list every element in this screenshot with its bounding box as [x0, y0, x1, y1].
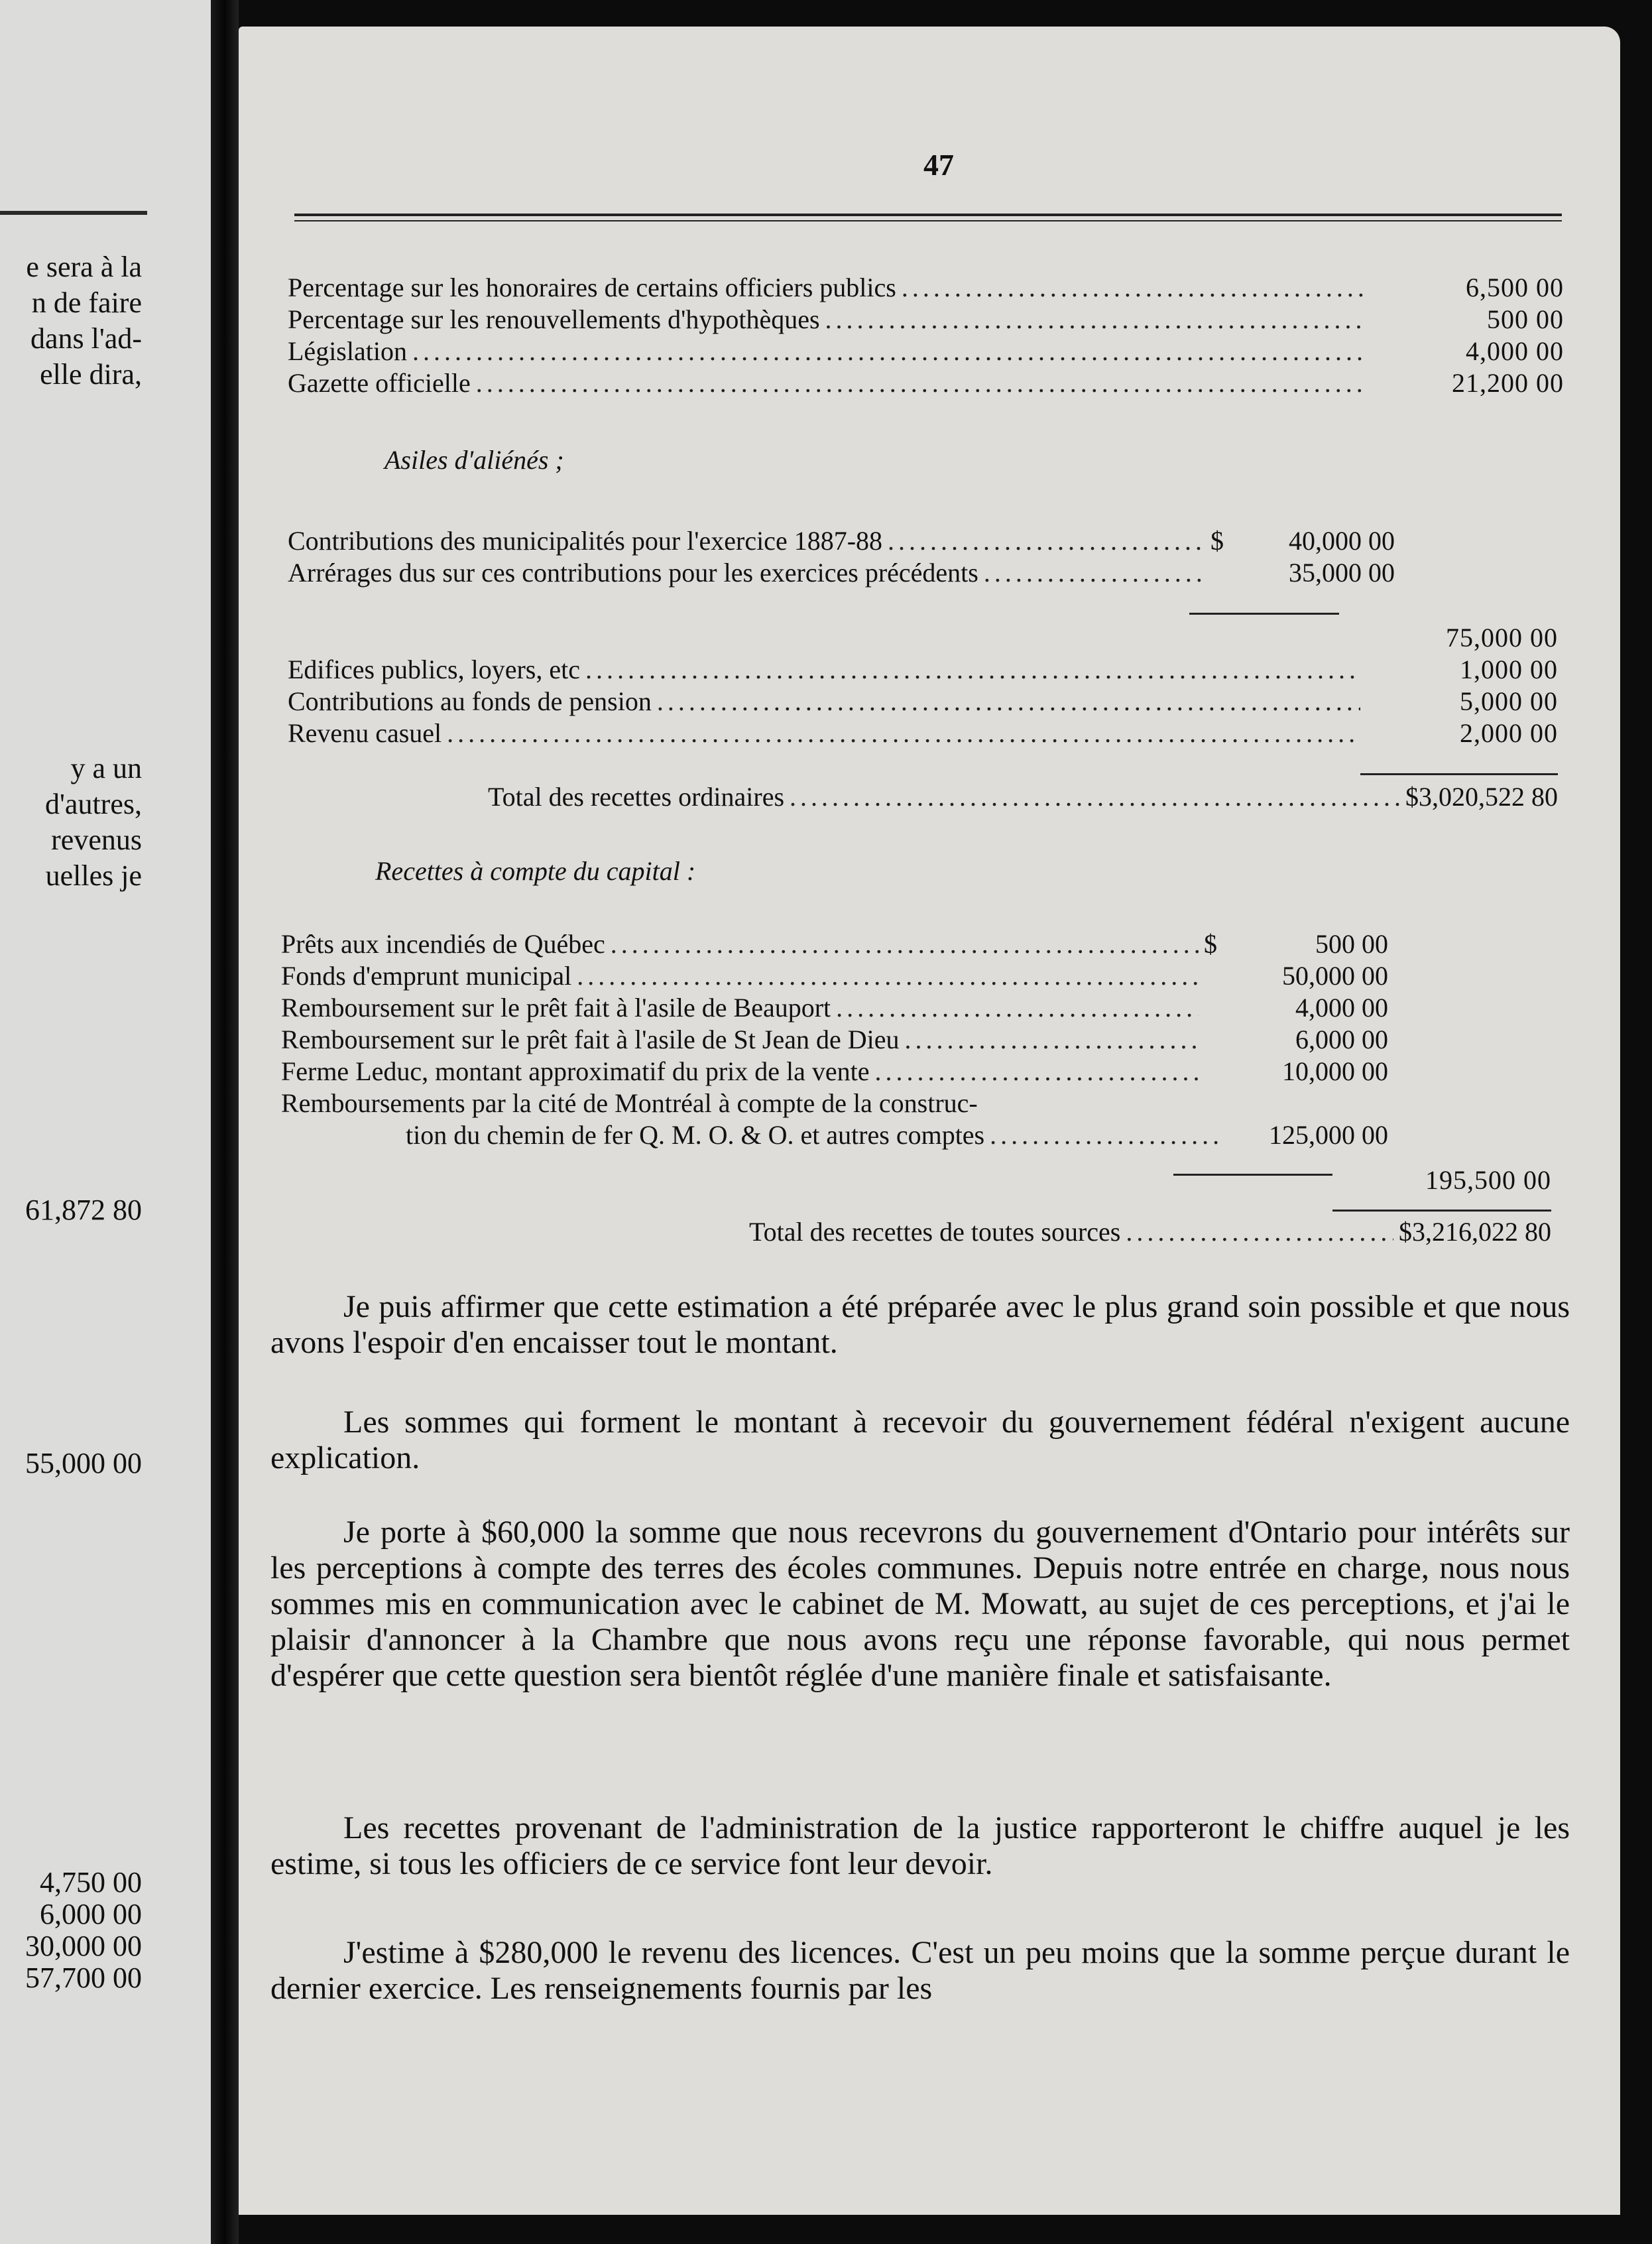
total-label: Total des recettes ordinaires: [488, 782, 785, 812]
row-label: Prêts aux incendiés de Québec: [281, 929, 605, 959]
leader-dots: [447, 717, 1360, 749]
header-rule: [294, 214, 1562, 216]
row-label: Fonds d'emprunt municipal: [281, 961, 572, 991]
ledger-row: [288, 717, 1558, 749]
row-amount: 40,000 00: [1289, 526, 1395, 556]
left-amount: 61,872 80: [25, 1194, 142, 1226]
ledger-row: [288, 336, 1564, 367]
left-amount: 55,000 00: [25, 1447, 142, 1479]
ledger-row: [281, 1056, 1388, 1088]
leader-dots: [888, 525, 1205, 557]
row-amount: 6,500 00: [1466, 273, 1564, 302]
row-amount: 6,000 00: [1295, 1025, 1388, 1054]
total-rule: [1332, 1210, 1551, 1212]
row-label: Remboursement sur le prêt fait à l'asile de Beauport: [281, 993, 831, 1023]
ledger-row: [288, 557, 1395, 589]
leader-dots: [790, 781, 1400, 813]
total-label: Total des recettes de toutes sources: [749, 1217, 1121, 1247]
ledger-row: [288, 304, 1564, 336]
left-text-line: revenus: [51, 824, 142, 856]
row-label: Gazette officielle: [288, 368, 471, 398]
left-page-rule: [0, 211, 147, 215]
paragraph-text: Les sommes qui forment le montant à recevoir du gouvernement fédéral n'exigent aucune explication.: [270, 1404, 1570, 1475]
paragraph-text: Je porte à $60,000 la somme que nous recevrons du gouvernement d'Ontario pour intérêts sur les perceptions à compte des terres des écoles communes. Depuis notre entrée en charge, nous nous sommes mis en communication avec le cabinet de M. Mowatt, au sujet de ces perceptions, et j'ai le plaisir d'annoncer à la Chambre que nous avons reçu une réponse favorable, qui nous permet d'espérer que cette question sera bientôt réglée d'une manière finale et satisfaisante.: [270, 1515, 1570, 1693]
total-rule: [1360, 773, 1558, 775]
row-amount: 500 00: [1315, 929, 1388, 959]
left-page-fragment: [0, 0, 211, 2244]
section-heading-capital: Recettes à compte du capital :: [375, 856, 696, 886]
total-row: [749, 1216, 1551, 1248]
row-amount: 2,000 00: [1460, 718, 1558, 748]
leader-dots: [875, 1056, 1199, 1088]
row-amount: 21,200 00: [1452, 368, 1564, 398]
left-amount: 6,000 00: [40, 1898, 142, 1930]
row-label: Arrérages dus sur ces contributions pour les exercices précédents: [288, 558, 978, 588]
subtotal-amount: 195,500 00: [1425, 1165, 1551, 1195]
ledger-row: [281, 960, 1388, 992]
leader-dots: [657, 686, 1360, 717]
ledger-row: [281, 992, 1388, 1024]
ledger-row: [288, 272, 1564, 304]
body-paragraph: [270, 1935, 1570, 2007]
row-label: Contributions des municipalités pour l'exercice 1887-88: [288, 526, 883, 556]
body-paragraph: [270, 1515, 1570, 1694]
row-amount: 500 00: [1487, 304, 1564, 334]
row-label: Ferme Leduc, montant approximatif du prix de la vente: [281, 1056, 870, 1086]
left-text-line: dans l'ad-: [30, 322, 142, 355]
section-heading-asiles: Asiles d'aliénés ;: [384, 445, 564, 475]
leader-dots: [1126, 1216, 1393, 1248]
left-amount: 4,750 00: [40, 1866, 142, 1899]
paragraph-text: Les recettes provenant de l'administration de la justice rapporteront le chiffre auquel je les estime, si tous les officiers de ce service font leur devoir.: [270, 1810, 1570, 1881]
subtotal-amount: 75,000 00: [1446, 623, 1558, 653]
row-amount: 35,000 00: [1289, 558, 1395, 588]
row-label: Edifices publics, loyers, etc: [288, 654, 580, 684]
row-label: Revenu casuel: [288, 718, 442, 748]
row-label: Législation: [288, 336, 407, 366]
header-rule-thin: [294, 220, 1562, 221]
left-text-line: n de faire: [31, 286, 142, 319]
document-page: [239, 27, 1620, 2215]
paragraph-text: Je puis affirmer que cette estimation a été préparée avec le plus grand soin possible et que nous avons l'espoir d'en encaisser tout le montant.: [270, 1289, 1570, 1360]
leader-dots: [585, 654, 1360, 686]
ledger-row: [288, 525, 1395, 557]
total-row: [488, 781, 1558, 813]
left-text-line: e sera à la: [26, 251, 142, 283]
subtotal-rule: [1189, 613, 1339, 615]
row-label: tion du chemin de fer Q. M. O. & O. et autres comptes: [406, 1120, 985, 1150]
leader-dots: [611, 928, 1199, 960]
row-amount: 4,000 00: [1466, 336, 1564, 366]
row-amount: 1,000 00: [1460, 654, 1558, 684]
ledger-row: [288, 686, 1558, 717]
page-number: 47: [923, 148, 954, 182]
row-label-multiline: Remboursements par la cité de Montréal à compte de la construc-: [281, 1088, 978, 1118]
subtotal-rule: [1173, 1174, 1332, 1176]
leader-dots: [902, 272, 1366, 304]
ledger-row: [288, 654, 1558, 686]
ledger-row: [281, 928, 1388, 960]
leader-dots: [577, 960, 1199, 992]
left-text-line: elle dira,: [40, 358, 142, 391]
row-amount: 50,000 00: [1282, 961, 1388, 991]
ledger-row: [281, 1024, 1388, 1056]
row-amount: 125,000 00: [1269, 1120, 1388, 1150]
leader-dots: [476, 367, 1366, 399]
body-paragraph: [270, 1404, 1570, 1476]
row-label: Remboursement sur le prêt fait à l'asile de St Jean de Dieu: [281, 1025, 900, 1054]
row-label: Percentage sur les renouvellements d'hypothèques: [288, 304, 820, 334]
body-paragraph: [270, 1289, 1570, 1361]
left-amount: 30,000 00: [25, 1930, 142, 1962]
leader-dots: [825, 304, 1366, 336]
left-text-line: uelles je: [45, 859, 142, 892]
leader-dots: [412, 336, 1366, 367]
leader-dots: [984, 557, 1205, 589]
leader-dots: [990, 1119, 1221, 1151]
dollar-sign: $: [1210, 526, 1224, 556]
leader-dots: [904, 1024, 1199, 1056]
book-gutter: [211, 0, 239, 2244]
row-label: Contributions au fonds de pension: [288, 686, 652, 716]
row-label: Percentage sur les honoraires de certains officiers publics: [288, 273, 896, 302]
left-text-line: d'autres,: [45, 788, 142, 820]
paragraph-text: J'estime à $280,000 le revenu des licences. C'est un peu moins que la somme perçue durant le dernier exercice. Les renseignements fournis par les: [270, 1935, 1570, 2006]
body-paragraph: [270, 1810, 1570, 1882]
row-amount: 5,000 00: [1460, 686, 1558, 716]
ledger-row: [288, 367, 1564, 399]
left-text-line: y a un: [70, 752, 142, 784]
leader-dots: [836, 992, 1199, 1024]
row-amount: 4,000 00: [1295, 993, 1388, 1023]
dollar-sign: $: [1204, 929, 1217, 959]
subtotal-row: [1359, 1164, 1551, 1196]
total-amount: $3,020,522 80: [1405, 782, 1558, 812]
row-amount: 10,000 00: [1282, 1056, 1388, 1086]
ledger-row: [406, 1119, 1388, 1151]
left-amount: 57,700 00: [25, 1962, 142, 1994]
total-amount: $3,216,022 80: [1399, 1217, 1551, 1247]
subtotal-row: [1366, 622, 1558, 654]
